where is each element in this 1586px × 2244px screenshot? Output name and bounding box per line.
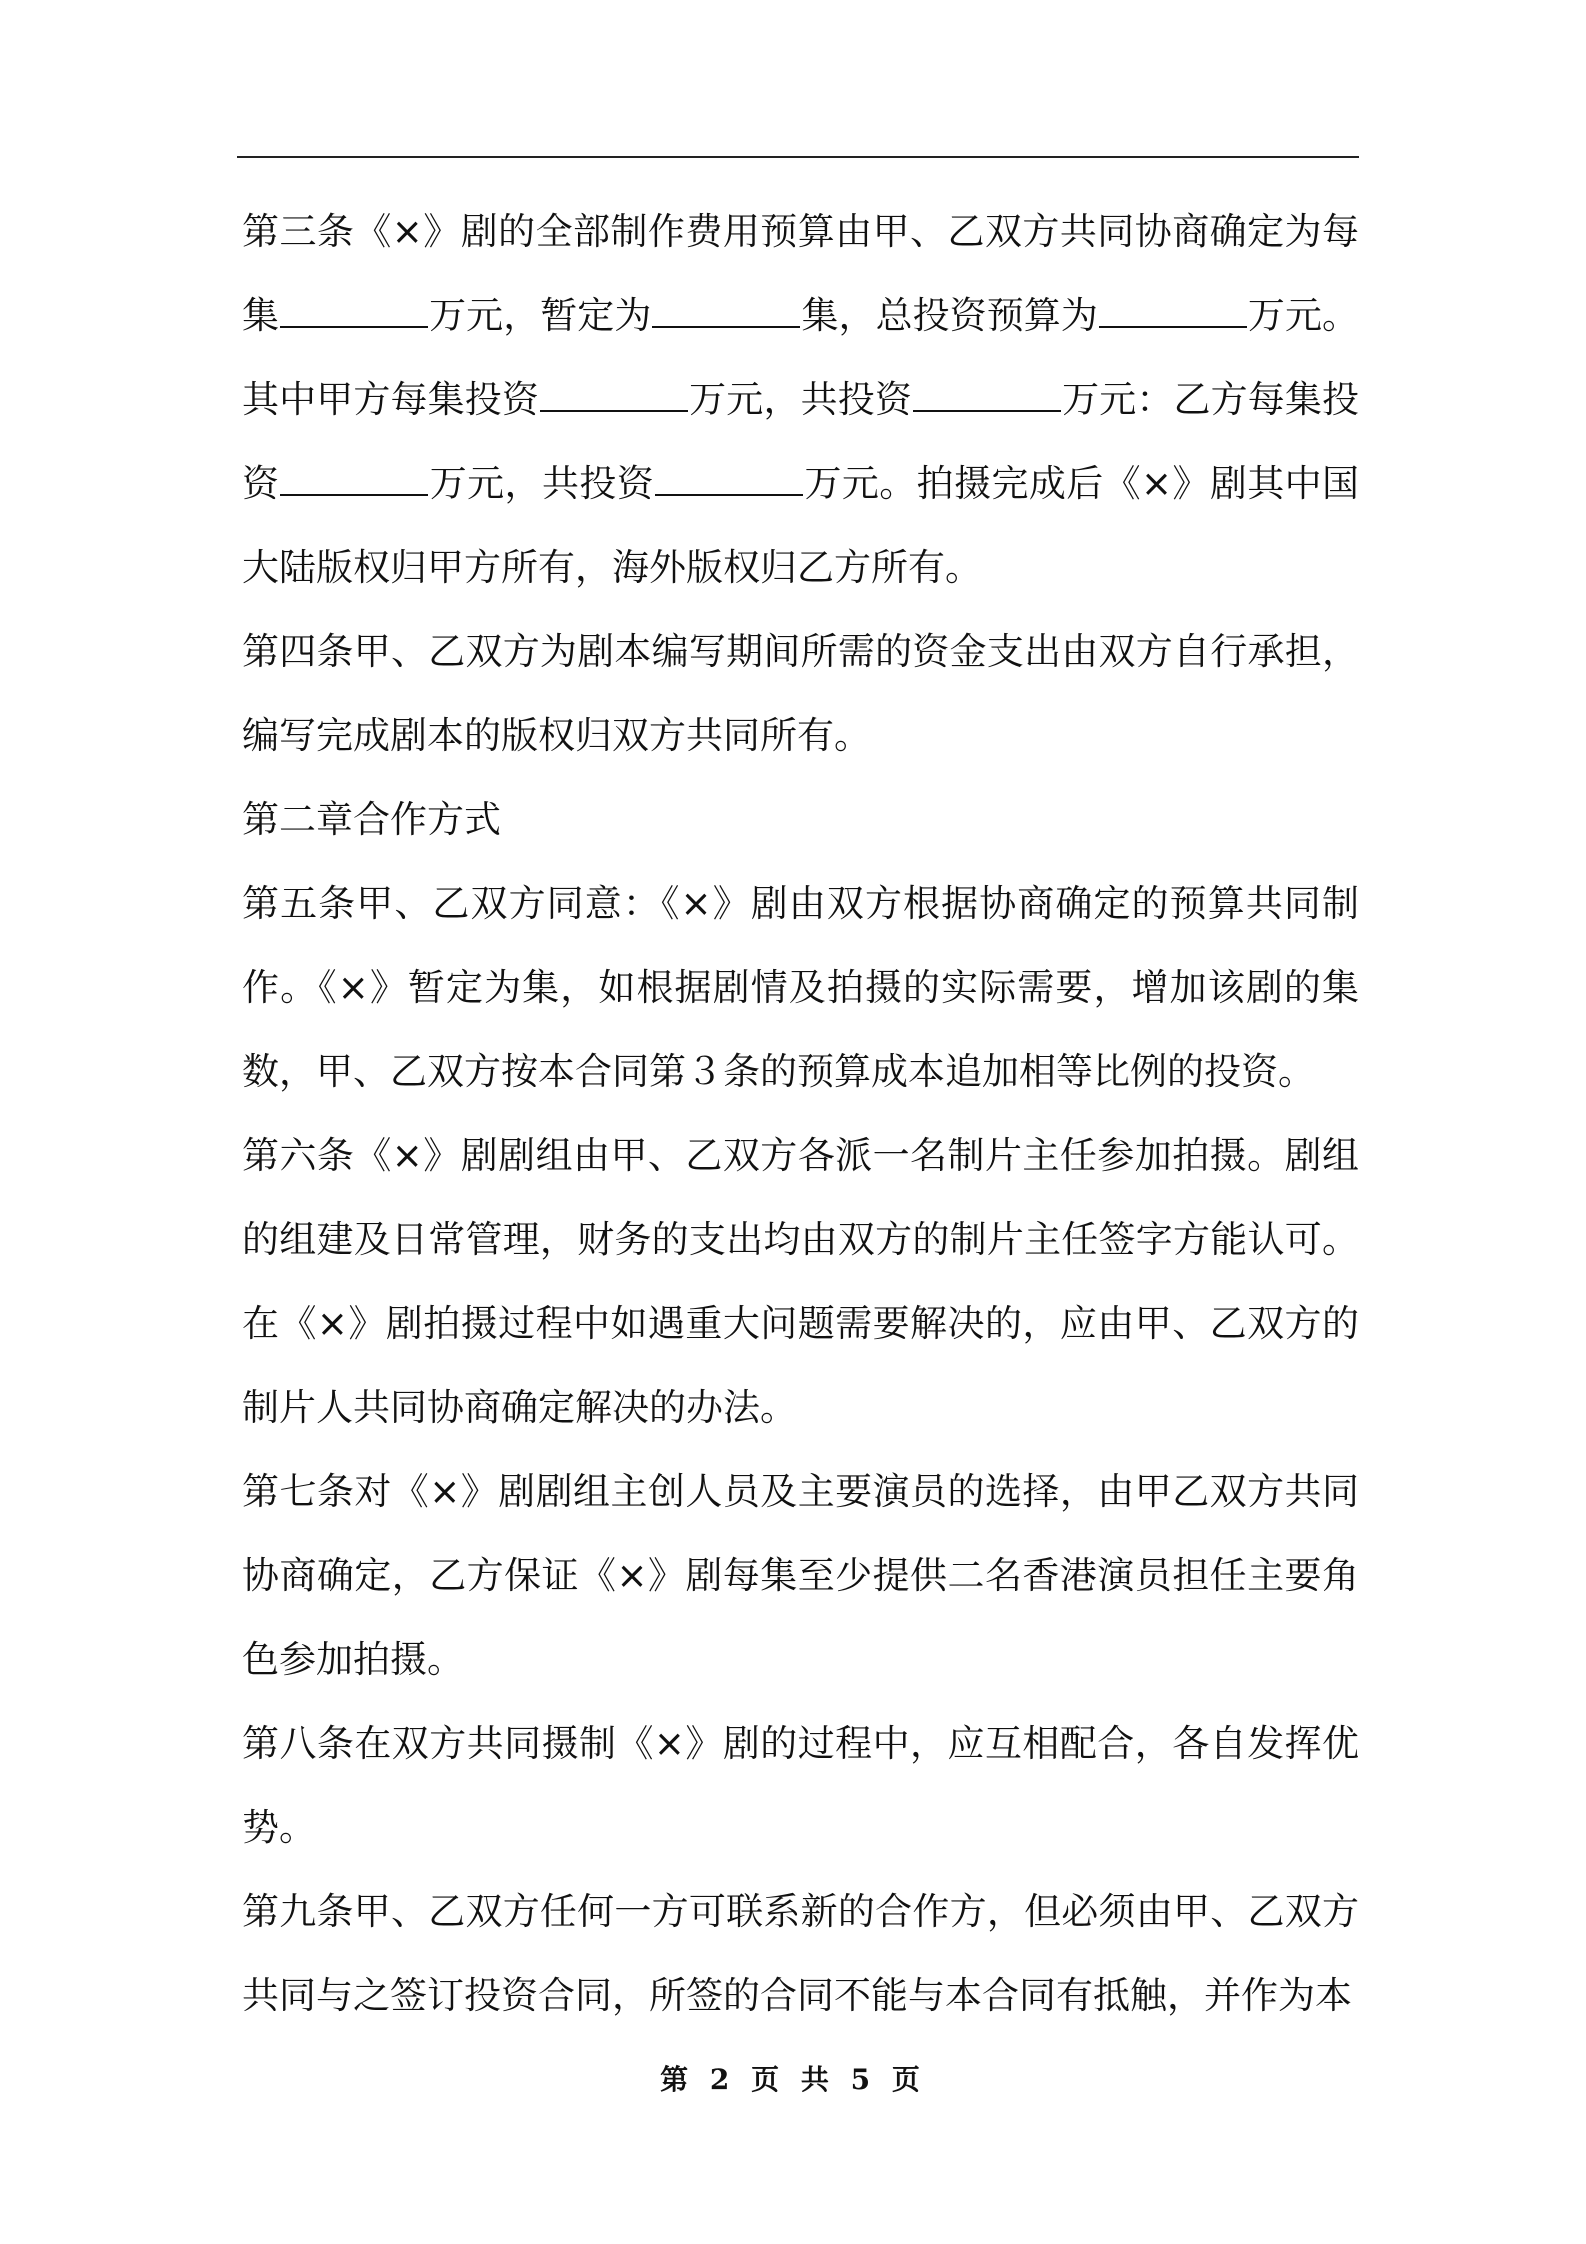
page-footer: 第 2 页 共 5 页 bbox=[660, 2063, 926, 2096]
paragraph-art7 bbox=[242, 1450, 1359, 1702]
paragraph-text: 第二章合作方式 bbox=[242, 798, 501, 841]
paragraph-text: 万元。其中甲方每集投资 bbox=[242, 294, 1360, 421]
paragraph-art3 bbox=[242, 190, 1359, 610]
paragraph-text: 第三条《×》剧的全部制作费用预算由甲、乙双方共同协商确定为每集 bbox=[242, 210, 1359, 337]
paragraph-art9 bbox=[242, 1870, 1359, 2038]
paragraph-text: 第五条甲、乙双方同意：《×》剧由双方根据协商确定的预算共同制作。《×》暂定为集，如根据剧情及拍摄的实际需要，增加该剧的集数，甲、乙双方按本合同第３条的预算成本追加相等比例的投资。 bbox=[242, 882, 1359, 1093]
document-body bbox=[242, 190, 1359, 2038]
fill-in-blank bbox=[540, 380, 688, 412]
paragraph-art5 bbox=[242, 862, 1359, 1114]
paragraph-text: 万元，共投资 bbox=[689, 378, 912, 421]
paragraph-text: 第四条甲、乙双方为剧本编写期间所需的资金支出由双方自行承担，编写完成剧本的版权归双方共同所有。 bbox=[242, 630, 1359, 757]
fill-in-blank bbox=[913, 380, 1061, 412]
paragraph-art4 bbox=[242, 610, 1359, 778]
paragraph-text: 万元：乙方每集投资 bbox=[242, 378, 1360, 505]
fill-in-blank bbox=[1099, 296, 1247, 328]
header-rule bbox=[237, 156, 1359, 158]
paragraph-text: 万元，暂定为 bbox=[429, 294, 652, 337]
paragraph-text: 第八条在双方共同摄制《×》剧的过程中，应互相配合，各自发挥优势。 bbox=[242, 1722, 1359, 1849]
fill-in-blank bbox=[655, 464, 803, 496]
paragraph-text: 第六条《×》剧剧组由甲、乙双方各派一名制片主任参加拍摄。剧组的组建及日常管理，财务的支出均由双方的制片主任签字方能认可。在《×》剧拍摄过程中如遇重大问题需要解决的，应由甲、乙双方的制片人共同协商确定解决的办法。 bbox=[242, 1134, 1359, 1429]
paragraph-text: 万元。拍摄完成后《×》剧其中国大陆版权归甲方所有，海外版权归乙方所有。 bbox=[242, 462, 1359, 589]
paragraph-art6 bbox=[242, 1114, 1359, 1450]
paragraph-text: 万元，共投资 bbox=[429, 462, 655, 505]
paragraph-text: 集，总投资预算为 bbox=[801, 294, 1098, 337]
paragraph-chapter2 bbox=[242, 778, 1359, 862]
paragraph-text: 第九条甲、乙双方任何一方可联系新的合作方，但必须由甲、乙双方共同与之签订投资合同，所签的合同不能与本合同有抵触，并作为本 bbox=[242, 1890, 1359, 2017]
fill-in-blank bbox=[280, 296, 428, 328]
fill-in-blank bbox=[280, 464, 428, 496]
paragraph-text: 第七条对《×》剧剧组主创人员及主要演员的选择，由甲乙双方共同协商确定，乙方保证《×》剧每集至少提供二名香港演员担任主要角色参加拍摄。 bbox=[242, 1470, 1359, 1681]
fill-in-blank bbox=[652, 296, 800, 328]
paragraph-art8 bbox=[242, 1702, 1359, 1870]
